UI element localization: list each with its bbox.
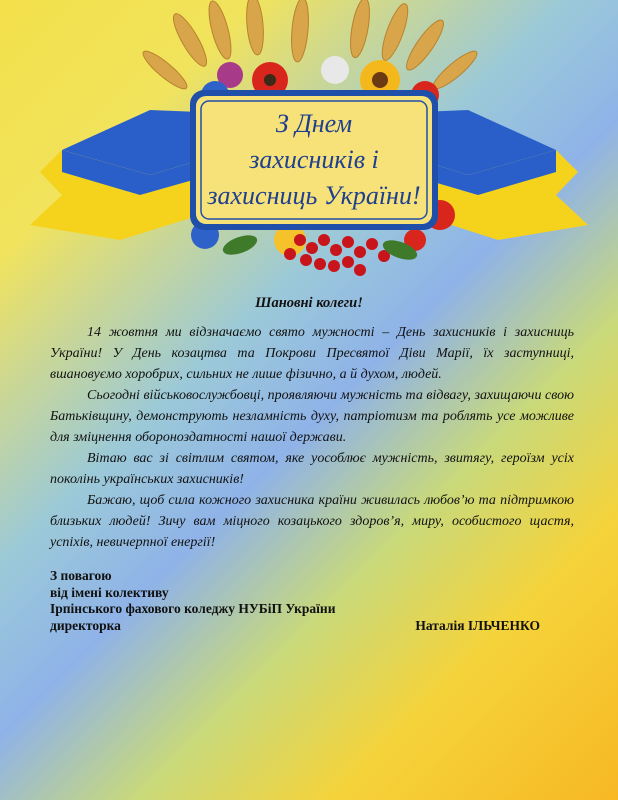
letter-greeting: Шановні колеги! (255, 295, 363, 311)
signature-on-behalf: від імені колективу (50, 584, 169, 600)
letter-paragraph: 14 жовтня ми відзначаємо свято мужності – День захисників і захисниць України! У День козацтва та Покрови Пресвятої Діви Марії, їх заступниці, вшановуємо хоробрих, сильних не лише фізично, а й духом, людей. (50, 325, 574, 382)
letter-body (50, 322, 574, 553)
banner-title-line1: З Днем (275, 109, 353, 138)
signature-block (50, 568, 540, 634)
banner-title-line3: захисниць України! (207, 181, 421, 210)
letter-paragraph: Сьогодні військовослужбовці, проявляючи мужність та відвагу, захищаючи свою Батьківщину, демонструють незламність духу, патріотизм та роблять усе можливе для зміцнення обороноздатності нашої держави. (50, 388, 574, 445)
signature-row (50, 618, 540, 635)
signature-name: Наталія ІЛЬЧЕНКО (415, 617, 540, 633)
signature-role: директорка (50, 617, 121, 633)
letter-paragraph: Бажаю, щоб сила кожного захисника країни живилась любов’ю та підтримкою близьких людей! Зичу вам міцного козацького здоров’я, миру, особистого щастя, успіхів, невичерпної енергії! (50, 493, 574, 550)
wheat-icon (139, 0, 481, 93)
signature-regards: З повагою (50, 568, 112, 583)
banner-title (196, 96, 432, 224)
holiday-banner (0, 0, 618, 290)
banner-title-line2: захисників і (249, 145, 379, 174)
signature-organization: Ірпінського фахового коледжу НУБіП України (50, 601, 336, 616)
letter-paragraph: Вітаю вас зі світлим святом, яке уособлює мужність, звитягу, героїзм усіх поколінь українських захисників! (50, 451, 574, 487)
berries-icon (284, 234, 390, 276)
left-ribbon (30, 110, 200, 240)
